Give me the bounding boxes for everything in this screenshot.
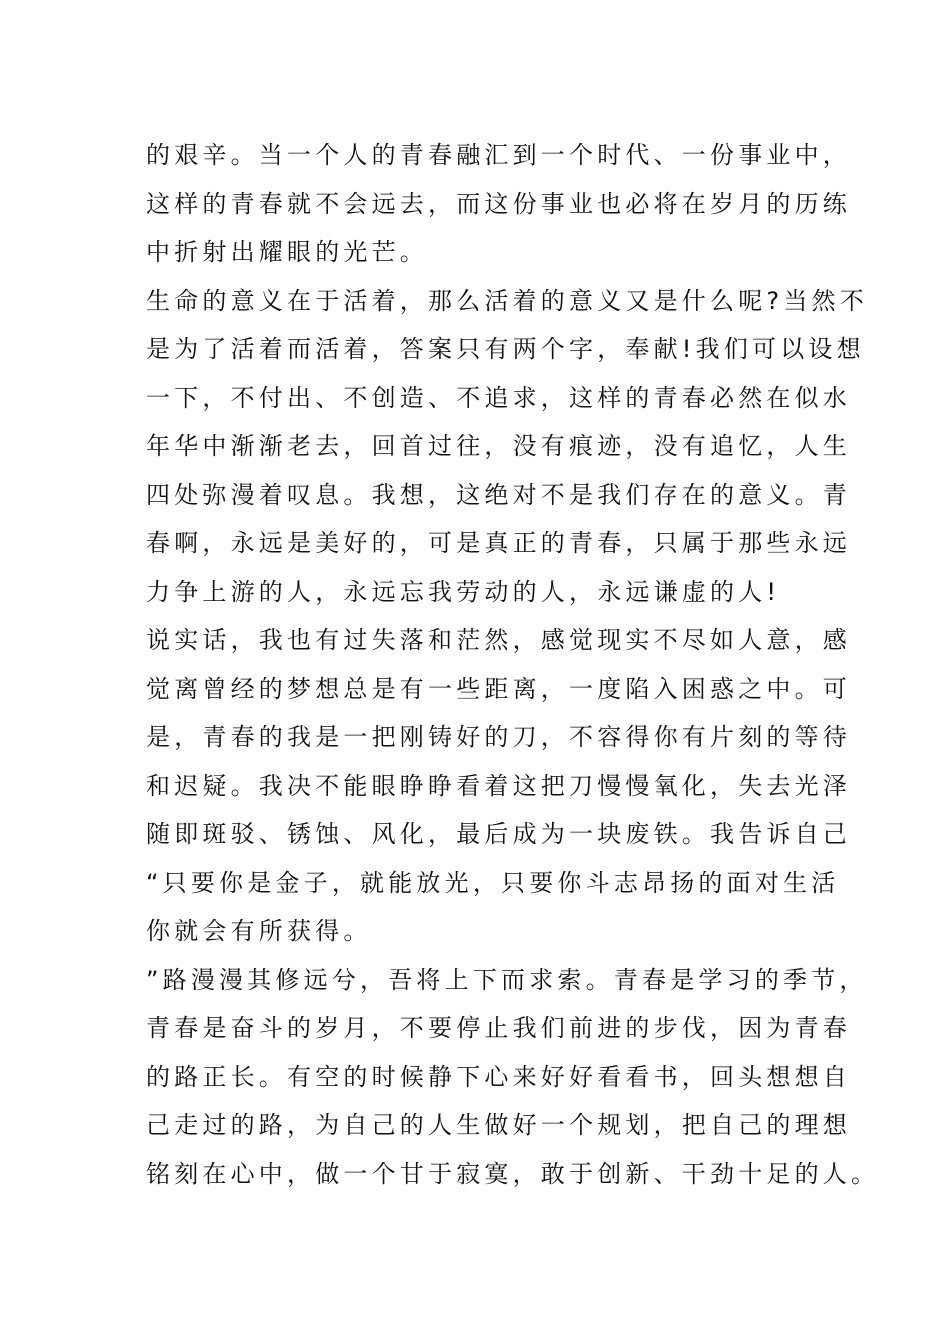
text-line: 随即斑驳、锈蚀、风化，最后成为一块废铁。我告诉自己 <box>146 820 851 848</box>
text-line: 青春是奋斗的岁月，不要停止我们前进的步伐，因为青春 <box>146 1014 851 1042</box>
text-line: 说实话，我也有过失落和茫然，感觉现实不尽如人意，感 <box>146 626 851 654</box>
text-line: 一下，不付出、不创造、不追求，这样的青春必然在似水 <box>146 383 851 412</box>
text-line: 的艰辛。当一个人的青春融汇到一个时代、一份事业中， <box>146 141 851 169</box>
text-line: 这样的青春就不会远去，而这份事业也必将在岁月的历练 <box>146 189 851 218</box>
text-line: ”路漫漫其修远兮，吾将上下而求索。青春是学习的季节， <box>146 965 868 994</box>
text-line: 己走过的路，为自己的人生做好一个规划，把自己的理想 <box>146 1111 851 1139</box>
text-line: 是为了活着而活着，答案只有两个字，奉献!我们可以设想 <box>146 335 865 363</box>
text-line: 力争上游的人，永远忘我劳动的人，永远谦虚的人! <box>146 577 781 606</box>
text-line: 你就会有所获得。 <box>146 917 372 945</box>
text-line: 四处弥漫着叹息。我想，这绝对不是我们存在的意义。青 <box>146 480 851 509</box>
text-line: 年华中渐渐老去，回首过往，没有痕迹，没有追忆，人生 <box>146 432 851 460</box>
text-line: 和迟疑。我决不能眼睁睁看着这把刀慢慢氧化，失去光泽 <box>146 771 851 800</box>
text-line: 的路正长。有空的时候静下心来好好看看书，回头想想自 <box>146 1062 851 1091</box>
text-line: 生命的意义在于活着，那么活着的意义又是什么呢?当然不 <box>146 286 868 315</box>
text-line: 觉离曾经的梦想总是有一些距离，一度陷入困惑之中。可 <box>146 674 851 703</box>
text-line: “只要你是金子，就能放光，只要你斗志昂扬的面对生活 <box>146 868 840 897</box>
body-text <box>146 131 880 1198</box>
text-line: 铭刻在心中，做一个甘于寂寞，敢于创新、干劲十足的人。 <box>146 1159 880 1188</box>
text-line: 中折射出耀眼的光芒。 <box>146 238 428 266</box>
text-line: 是，青春的我是一把刚铸好的刀，不容得你有片刻的等待 <box>146 723 851 751</box>
text-line: 春啊，永远是美好的，可是真正的青春，只属于那些永远 <box>146 529 851 557</box>
